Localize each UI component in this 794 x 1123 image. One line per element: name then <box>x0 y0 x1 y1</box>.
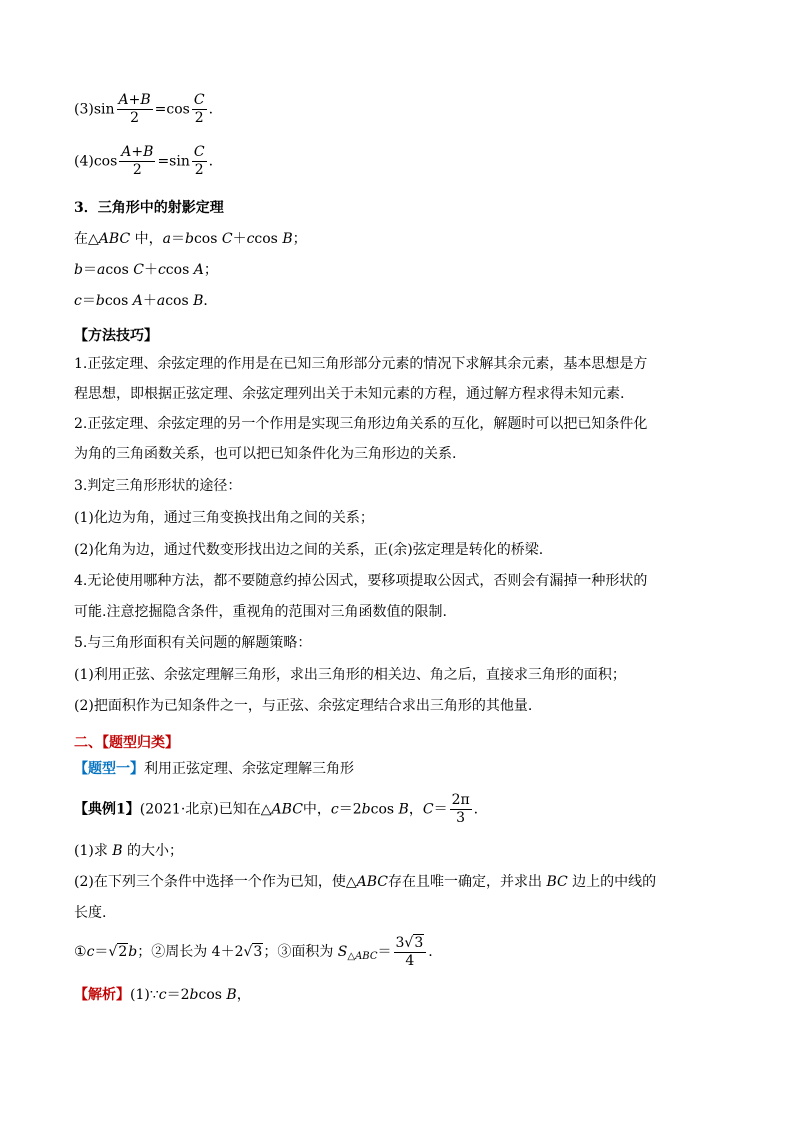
radicand: 3 <box>253 944 263 960</box>
radicand: 2 <box>118 944 128 960</box>
method-1-line-1: 1.正弦定理、余弦定理的作用是在已知三角形部分元素的情况下求解其余元素，基本思想是方 <box>74 356 648 372</box>
method-5-line-1: 5.与三角形面积有关问题的解题策略： <box>74 635 312 651</box>
formula-middle: =cos <box>154 101 190 118</box>
projection-line-1: 在△ABC 中，a＝bcos C＋ccos B； <box>74 231 307 247</box>
numerator: A+B <box>121 144 154 160</box>
method-5-line-2: (1)利用正弦、余弦定理解三角形，求出三角形的相关边、角之后，直接求三角形的面积； <box>74 667 626 683</box>
fraction-2pi-3: $\frac{2\pi}{3}$ <box>451 792 470 826</box>
type-tag: 【题型一】 <box>74 761 144 777</box>
methods-heading: 【方法技巧】 <box>74 328 158 344</box>
numerator: C <box>193 92 205 108</box>
example-1: 【典例1】(2021·北京)已知在△ABC中，c＝2bcos B，C＝ $\frac{2\pi}{3}$ . <box>74 792 479 826</box>
method-2-line-1: 2.正弦定理、余弦定理的另一个作用是实现三角形边角关系的互化，解题时可以把已知条件化 <box>74 416 648 432</box>
fraction-right <box>192 144 207 179</box>
method-3-line-3: (2)化角为边，通过代数变形找出边之间的关系，正(余)弦定理是转化的桥梁. <box>74 542 544 558</box>
fraction-right <box>192 92 207 127</box>
fraction-left <box>117 92 153 127</box>
formula-end: . <box>208 153 214 170</box>
denominator: 2 <box>132 162 142 178</box>
denominator: 2 <box>194 110 204 126</box>
method-5-line-3: (2)把面积作为已知条件之一，与正弦、余弦定理结合求出三角形的其他量. <box>74 698 533 714</box>
formula-end: . <box>208 101 214 118</box>
fraction-area: $\frac{3√3}{4}$ <box>394 934 427 970</box>
method-4-line-2: 可能.注意挖掘隐含条件，重视角的范围对三角函数值的限制. <box>74 604 447 620</box>
formula-3 <box>74 92 213 127</box>
formula-4 <box>74 144 213 179</box>
solution-tag: 【解析】 <box>74 987 130 1003</box>
method-4-line-1: 4.无论使用哪种方法，都不要随意约掉公因式，要移项提取公因式，否则会有漏掉一种形状的 <box>74 573 648 589</box>
formula-middle: =sin <box>157 153 190 170</box>
part-2-heading: 二、【题型归类】 <box>74 735 179 751</box>
type-title: 利用正弦定理、余弦定理解三角形 <box>144 761 354 777</box>
numerator: A+B <box>118 92 151 108</box>
formula-prefix: (4)cos <box>74 153 118 170</box>
projection-line-2: b＝acos C＋ccos A； <box>74 262 218 278</box>
sqrt-icon: √ <box>108 944 118 960</box>
example-tag: 【典例1】 <box>74 801 140 818</box>
question-1: (1)求 B 的大小； <box>74 843 184 859</box>
question-2: (2)在下列三个条件中选择一个作为已知，使△ABC存在且唯一确定，并求出 BC 边上的中线的 <box>74 874 657 890</box>
solution-line: 【解析】(1)∵c＝2bcos B， <box>74 987 251 1003</box>
numerator: C <box>193 144 205 160</box>
denominator: 2 <box>130 110 140 126</box>
fraction-left <box>119 144 155 179</box>
method-3-line-2: (1)化边为角，通过三角变换找出角之间的关系； <box>74 510 374 526</box>
denominator: 2 <box>194 162 204 178</box>
method-1-line-2: 程思想，即根据正弦定理、余弦定理列出关于未知元素的方程，通过解方程求得未知元素. <box>74 386 625 402</box>
options-line: ①c＝√2b；②周长为 4＋2√3；③面积为 $S_{\triangle ABC}=$ $\frac{3√3}{4}$ . <box>74 935 433 969</box>
method-3-line-1: 3.判定三角形形状的途径： <box>74 478 242 494</box>
question-2-cont: 长度. <box>74 905 107 921</box>
formula-prefix: (3)sin <box>74 101 115 118</box>
method-2-line-2: 为角的三角函数关系，也可以把已知条件化为三角形边的关系. <box>74 446 457 462</box>
type-1-heading <box>74 759 354 779</box>
section-3-title: 3．三角形中的射影定理 <box>74 200 224 216</box>
projection-line-3: c＝bcos A＋acos B． <box>74 293 218 309</box>
sqrt-icon: √ <box>243 944 253 960</box>
